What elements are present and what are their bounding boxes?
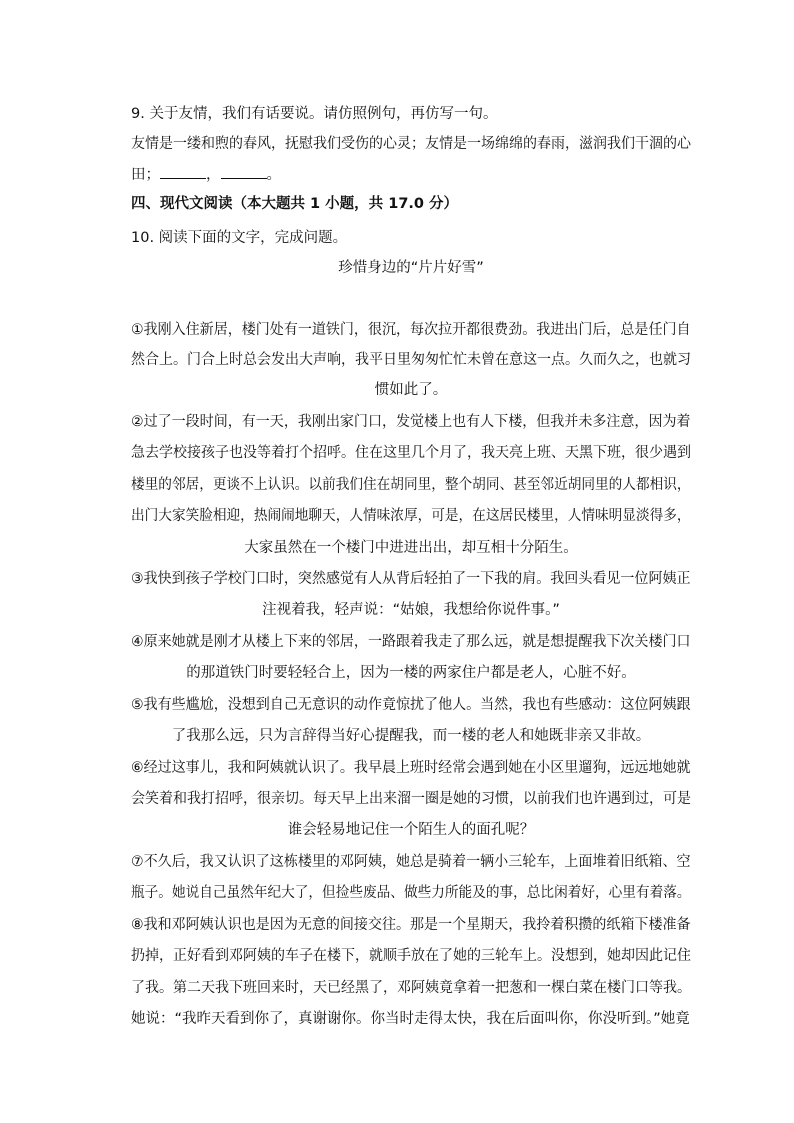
section-4-heading: 四、现代文阅读（本大题共 1 小题，共 17.0 分） (131, 196, 459, 212)
passage-line: ⑧我和邓阿姨认识也是因为无意的间接交往。那是一个星期天，我拎着积攒的纸箱下楼准备 (131, 917, 691, 933)
passage-line: ⑥经过这事儿，我和阿姨就认识了。我早晨上班时经常会遇到她在小区里遛狗，远远地她就 (131, 760, 691, 776)
question-9-example-line-1: 友情是一缕和煦的春风，抚慰我们受伤的心灵；友情是一场绵绵的春雨，滋润我们干涸的心 (131, 136, 691, 152)
answer-blank-2[interactable] (221, 164, 267, 179)
passage-line: 了我那么远，只为言辞得当好心提醒我，而一楼的老人和她既非亲又非故。 (171, 728, 651, 744)
example-tail: 田； (131, 167, 160, 183)
question-10-prompt: 10. 阅读下面的文字，完成问题。 (131, 230, 348, 246)
passage-line: 瓶子。她说自己虽然年纪大了，但捡些废品、做些力所能及的事，总比闲着好，心里有着落。 (131, 885, 691, 901)
passage-line: 大家虽然在一个楼门中进进出出，却互相十分陌生。 (244, 540, 578, 556)
passage-line: 谁会轻易地记住一个陌生人的面孔呢？ (287, 822, 535, 838)
passage-line: 惯如此了。 (374, 382, 448, 398)
passage-line: ②过了一段时间，有一天，我刚出家门口，发觉楼上也有人下楼，但我并未多注意，因为着 (131, 414, 691, 430)
passage-line: 注视着我，轻声说：“姑娘，我想给你说件事。” (262, 602, 560, 618)
question-9-example-line-2 (131, 164, 281, 185)
passage-line: 扔掉，正好看到邓阿姨的车子在楼下，就顺手放在了她的三轮车上。没想到，她却因此记住 (131, 948, 691, 964)
passage-line: 然合上。门合上时总会发出大声响，我平日里匆匆忙忙未曾在意这一点。久而久之，也就习 (131, 352, 691, 368)
answer-blank-1[interactable] (160, 164, 206, 179)
blank-separator: ， (206, 167, 221, 183)
passage-line: ⑦不久后，我又认识了这栋楼里的邓阿姨，她总是骑着一辆小三轮车，上面堆着旧纸箱、空 (131, 854, 691, 870)
passage-line: 她说：“我昨天看到你了，真谢谢你。你当时走得太快，我在后面叫你，你没听到。”她竟 (131, 1011, 690, 1027)
passage-title: 珍惜身边的“片片好雪” (338, 260, 484, 276)
passage-line: 楼里的邻居，更谈不上认识。以前我们住在胡同里，整个胡同、甚至邻近胡同里的人都相识， (131, 477, 691, 493)
passage-line: ①我刚入住新居，楼门处有一道铁门，很沉，每次拉开都很费劲。我进出门后，总是任门自 (131, 322, 691, 338)
passage-line: ⑤我有些尴尬，没想到自己无意识的动作竟惊扰了他人。当然，我也有些感动：这位阿姨跟 (131, 697, 691, 713)
sentence-end: 。 (266, 167, 281, 183)
passage-line: ④原来她就是刚才从楼上下来的邻居，一路跟着我走了那么远，就是想提醒我下次关楼门口 (131, 634, 691, 650)
passage-line: 出门大家笑脸相迎，热闹闹地聊天，人情味浓厚，可是，在这居民楼里，人情味明显淡得多， (131, 508, 691, 524)
passage-line: 的那道铁门时要轻轻合上，因为一楼的两家住户都是老人，心脏不好。 (186, 665, 636, 681)
passage-line: 急去学校接孩子也没等着打个招呼。住在这里几个月了，我天亮上班、天黑下班，很少遇到 (131, 445, 691, 461)
passage-line: 了我。第二天我下班回来时，天已经黑了，邓阿姨竟拿着一把葱和一棵白菜在楼门口等我。 (131, 980, 691, 996)
passage-line: 会笑着和我打招呼，很亲切。每天早上出来溜一圈是她的习惯，以前我们也许遇到过，可是 (131, 791, 691, 807)
question-9-prompt: 9. 关于友情，我们有话要说。请仿照例句，再仿写一句。 (131, 106, 498, 122)
passage-line: ③我快到孩子学校门口时，突然感觉有人从背后轻拍了一下我的肩。我回头看见一位阿姨正 (131, 571, 691, 587)
